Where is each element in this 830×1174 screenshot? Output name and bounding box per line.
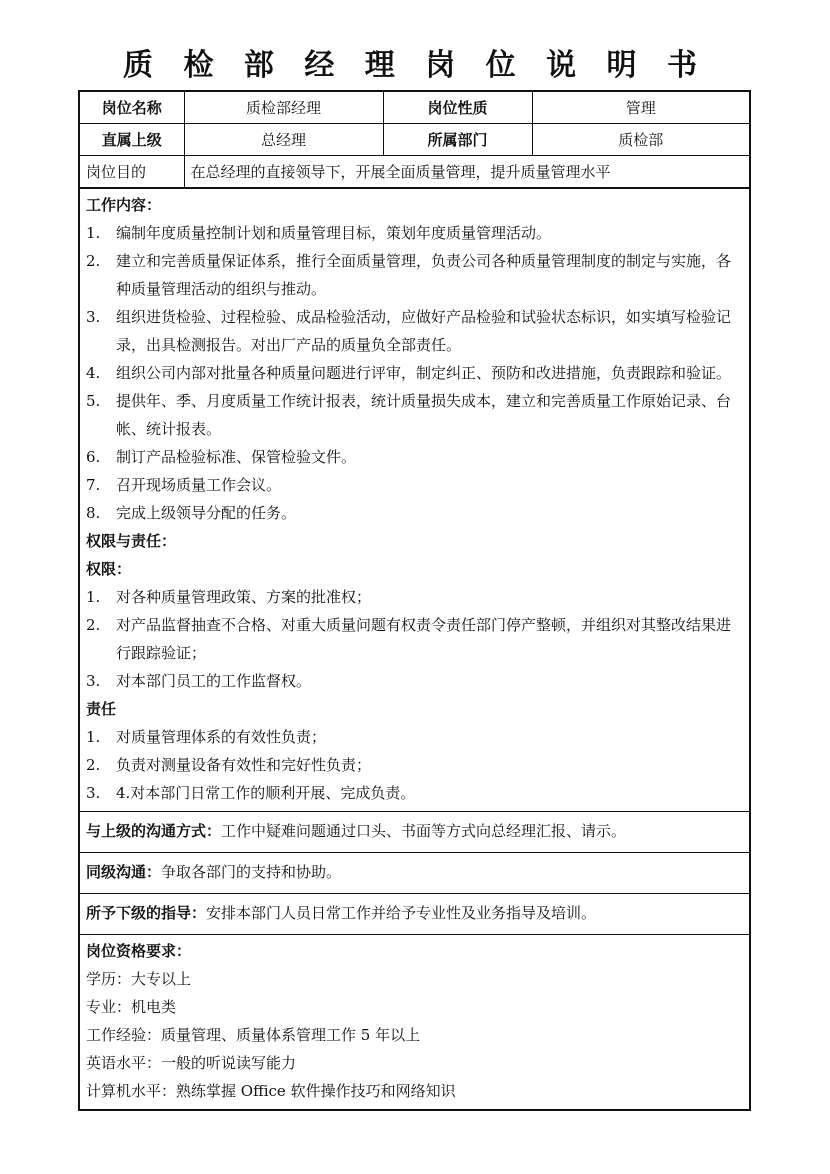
work-content-item bbox=[86, 303, 743, 359]
rights-item-number: 3. bbox=[86, 672, 101, 690]
job-description-table bbox=[78, 90, 751, 1111]
rights-item bbox=[86, 667, 743, 695]
header-table bbox=[80, 92, 749, 188]
page-title: 质 检 部 经 理 岗 位 说 明 书 bbox=[123, 48, 707, 83]
work-content-item-text: 建立和完善质量保证体系，推行全面质量管理，负责公司各种质量管理制度的制定与实施，各种质量管理活动的组织与推动。 bbox=[116, 252, 732, 298]
work-content-item bbox=[86, 471, 743, 499]
work-content-item-number: 5. bbox=[86, 392, 101, 410]
qualification-education: 学历：大专以上 bbox=[86, 970, 192, 988]
qualification-heading: 岗位资格要求： bbox=[86, 942, 192, 960]
duty-item bbox=[86, 723, 743, 751]
rights-item-text: 对本部门员工的工作监督权。 bbox=[116, 672, 312, 690]
duty-item bbox=[86, 751, 743, 779]
position-nature-label: 岗位性质 bbox=[383, 92, 532, 124]
work-content-item-number: 3. bbox=[86, 308, 101, 326]
position-nature-value: 管理 bbox=[532, 92, 749, 124]
work-content-item-text: 提供年、季、月度质量工作统计报表，统计质量损失成本，建立和完善质量工作原始记录、台帐、统计报表。 bbox=[116, 392, 732, 438]
qualification-experience: 工作经验：质量管理、质量体系管理工作 5 年以上 bbox=[86, 1026, 421, 1044]
work-content-item bbox=[86, 247, 743, 303]
rights-item-number: 2. bbox=[86, 616, 101, 634]
subordinate-guidance-label: 所予下级的指导： bbox=[86, 904, 207, 922]
work-content-item-number: 6. bbox=[86, 448, 101, 466]
rights-item-text: 对产品监督抽查不合格、对重大质量问题有权责令责任部门停产整顿，并组织对其整改结果进行跟踪验证； bbox=[116, 616, 732, 662]
header-row-3 bbox=[80, 156, 749, 188]
qualification-section bbox=[80, 934, 749, 1109]
duty-item-text: 4.对本部门日常工作的顺利开展、完成负责。 bbox=[116, 784, 416, 802]
subordinate-guidance-section bbox=[80, 893, 749, 934]
direct-superior-label: 直属上级 bbox=[80, 124, 184, 156]
peer-communication-section bbox=[80, 852, 749, 893]
duty-item-number: 2. bbox=[86, 756, 101, 774]
rights-item-number: 1. bbox=[86, 588, 101, 606]
work-content-item-text: 组织公司内部对批量各种质量问题进行评审，制定纠正、预防和改进措施，负责跟踪和验证。 bbox=[116, 364, 732, 382]
work-content-item bbox=[86, 219, 743, 247]
position-name-label: 岗位名称 bbox=[80, 92, 184, 124]
duty-item-number: 3. bbox=[86, 784, 101, 802]
authority-heading: 权限与责任： bbox=[86, 532, 177, 550]
duty-heading: 责任 bbox=[86, 700, 117, 718]
work-content-list bbox=[86, 219, 743, 527]
work-content-item-text: 召开现场质量工作会议。 bbox=[116, 476, 282, 494]
rights-item bbox=[86, 583, 743, 611]
duty-list bbox=[86, 723, 743, 807]
duty-item-text: 对质量管理体系的有效性负责； bbox=[116, 728, 327, 746]
upper-communication-section bbox=[80, 811, 749, 852]
work-content-item bbox=[86, 499, 743, 527]
work-content-item-number: 4. bbox=[86, 364, 101, 382]
work-content-section bbox=[80, 188, 749, 811]
duty-item-number: 1. bbox=[86, 728, 101, 746]
work-content-item-number: 8. bbox=[86, 504, 101, 522]
duty-item bbox=[86, 779, 743, 807]
work-content-item-text: 制订产品检验标准、保管检验文件。 bbox=[116, 448, 357, 466]
work-content-item bbox=[86, 387, 743, 443]
work-content-item-number: 7. bbox=[86, 476, 101, 494]
rights-item-text: 对各种质量管理政策、方案的批准权； bbox=[116, 588, 372, 606]
header-row-2 bbox=[80, 124, 749, 156]
work-content-item-number: 1. bbox=[86, 224, 101, 242]
position-name-value: 质检部经理 bbox=[184, 92, 383, 124]
position-goal-label: 岗位目的 bbox=[80, 156, 184, 188]
work-content-item bbox=[86, 359, 743, 387]
qualification-computer: 计算机水平：熟练掌握 Office 软件操作技巧和网络知识 bbox=[86, 1082, 456, 1100]
work-content-heading: 工作内容： bbox=[86, 196, 162, 214]
rights-heading: 权限： bbox=[86, 560, 132, 578]
work-content-item-text: 组织进货检验、过程检验、成品检验活动，应做好产品检验和试验状态标识，如实填写检验记录，出具检测报告。对出厂产品的质量负全部责任。 bbox=[116, 308, 732, 354]
peer-communication-label: 同级沟通： bbox=[86, 863, 162, 881]
position-goal-value: 在总经理的直接领导下，开展全面质量管理，提升质量管理水平 bbox=[184, 156, 749, 188]
work-content-item-number: 2. bbox=[86, 252, 101, 270]
upper-communication-text: 工作中疑难问题通过口头、书面等方式向总经理汇报、请示。 bbox=[221, 822, 627, 840]
duty-item-text: 负责对测量设备有效性和完好性负责； bbox=[116, 756, 372, 774]
qualification-major: 专业：机电类 bbox=[86, 998, 177, 1016]
peer-communication-text: 争取各部门的支持和协助。 bbox=[161, 863, 342, 881]
qualification-english: 英语水平：一般的听说读写能力 bbox=[86, 1054, 297, 1072]
rights-list bbox=[86, 583, 743, 695]
rights-item bbox=[86, 611, 743, 667]
work-content-item bbox=[86, 443, 743, 471]
direct-superior-value: 总经理 bbox=[184, 124, 383, 156]
department-label: 所属部门 bbox=[383, 124, 532, 156]
upper-communication-label: 与上级的沟通方式： bbox=[86, 822, 222, 840]
department-value: 质检部 bbox=[532, 124, 749, 156]
subordinate-guidance-text: 安排本部门人员日常工作并给予专业性及业务指导及培训。 bbox=[206, 904, 597, 922]
header-row-1 bbox=[80, 92, 749, 124]
work-content-item-text: 完成上级领导分配的任务。 bbox=[116, 504, 297, 522]
work-content-item-text: 编制年度质量控制计划和质量管理目标，策划年度质量管理活动。 bbox=[116, 224, 552, 242]
